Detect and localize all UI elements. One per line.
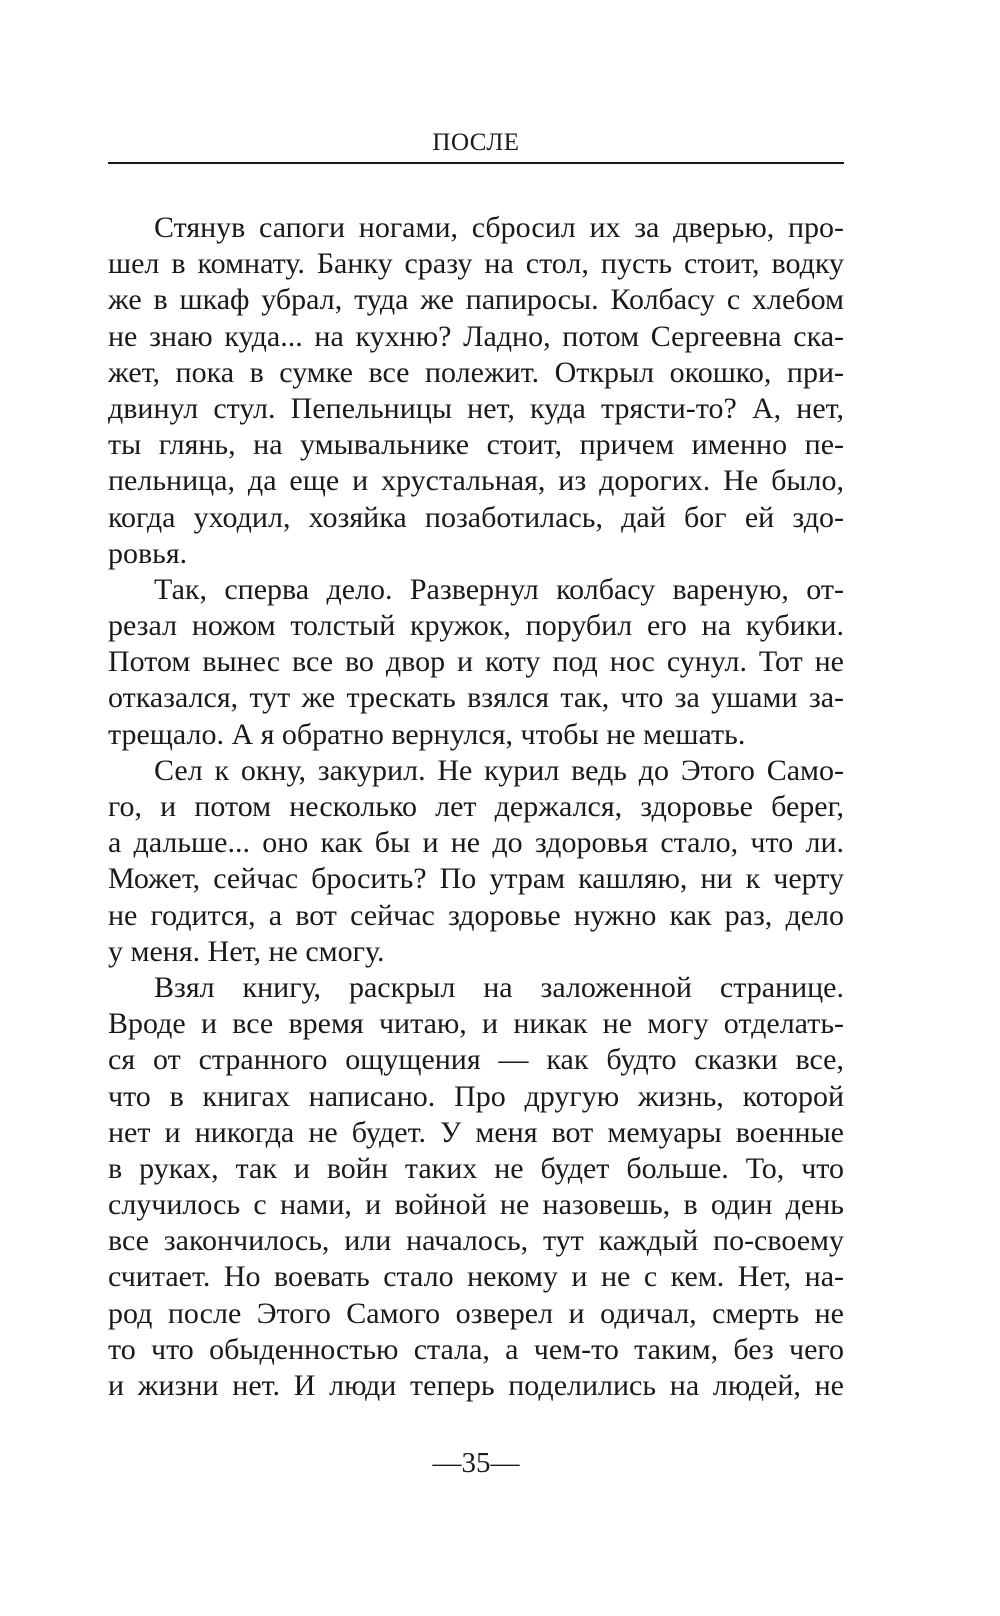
text-line: что в книгах написано. Про другую жизнь, которой bbox=[108, 1079, 844, 1113]
text-line: Взял книгу, раскрыл на заложенной странице. bbox=[154, 970, 844, 1004]
paragraph bbox=[108, 210, 844, 572]
text-line: не годится, а вот сейчас здоровье нужно как раз, дело bbox=[108, 898, 844, 932]
paragraph bbox=[108, 970, 844, 1404]
page-number: —35— bbox=[432, 1447, 520, 1479]
text-line: пельница, да еще и хрустальная, из дорогих. Не было, bbox=[108, 464, 844, 498]
text-line: ты глянь, на умывальнике стоит, причем именно пе- bbox=[108, 428, 844, 462]
text-line: не знаю куда... на кухню? Ладно, потом Сергеевна ска- bbox=[108, 319, 844, 353]
text-line: у меня. Нет, не смогу. bbox=[108, 934, 385, 968]
text-line: Может, сейчас бросить? По утрам кашляю, ни к черту bbox=[108, 862, 844, 896]
text-line: шел в комнату. Банку сразу на стол, пусть стоит, водку bbox=[108, 247, 844, 281]
running-head-title: ПОСЛЕ bbox=[432, 129, 520, 156]
text-line: жет, пока в сумке все полежит. Открыл окошко, при- bbox=[108, 355, 844, 389]
text-line: а дальше... оно как бы и не до здоровья стало, что ли. bbox=[108, 826, 844, 860]
text-line: трещало. А я обратно вернулся, чтобы не мешать. bbox=[108, 717, 746, 751]
text-line: считает. Но воевать стало некому и не с кем. Нет, на- bbox=[108, 1260, 844, 1294]
paragraph bbox=[108, 753, 844, 970]
text-line: резал ножом толстый кружок, порубил его на кубики. bbox=[108, 609, 844, 643]
text-line: Сел к окну, закурил. Не курил ведь до Этого Само- bbox=[154, 753, 844, 787]
text-line: Так, сперва дело. Развернул колбасу вареную, от- bbox=[154, 572, 844, 606]
paragraph bbox=[108, 572, 844, 753]
text-line: нет и никогда не будет. У меня вот мемуары военные bbox=[108, 1115, 844, 1149]
text-line: и жизни нет. И люди теперь поделились на людей, не bbox=[108, 1369, 844, 1402]
text-line: Стянув сапоги ногами, сбросил их за дверью, про- bbox=[154, 211, 844, 244]
text-line: же в шкаф убрал, туда же папиросы. Колбасу с хлебом bbox=[108, 283, 844, 317]
text-line: ровья. bbox=[108, 536, 188, 570]
text-line: Вроде и все время читаю, и никак не могу отделать- bbox=[108, 1007, 844, 1041]
text-line: случилось с нами, и войной не назовешь, в один день bbox=[108, 1188, 844, 1222]
text-line: Потом вынес все во двор и коту под нос сунул. Тот не bbox=[108, 645, 844, 679]
text-line: двинул стул. Пепельницы нет, куда трясти-то? А, нет, bbox=[108, 391, 844, 425]
text-line: когда уходил, хозяйка позаботилась, дай бог ей здо- bbox=[108, 500, 844, 534]
text-line: род после Этого Самого озверел и одичал, смерть не bbox=[108, 1296, 844, 1330]
text-line: отказался, тут же трескать взялся так, что за ушами за- bbox=[108, 681, 844, 715]
text-line: все закончилось, или началось, тут каждый по-своему bbox=[108, 1224, 844, 1258]
text-line: ся от странного ощущения — как будто сказки все, bbox=[108, 1043, 844, 1077]
text-line: в руках, так и войн таких не будет больше. То, что bbox=[108, 1151, 844, 1185]
text-line: го, и потом несколько лет держался, здоровье берег, bbox=[108, 790, 844, 823]
text-line: то что обыденностью стала, а чем-то таким, без чего bbox=[108, 1332, 844, 1366]
body-text bbox=[108, 210, 844, 1404]
header-rule bbox=[108, 162, 844, 164]
